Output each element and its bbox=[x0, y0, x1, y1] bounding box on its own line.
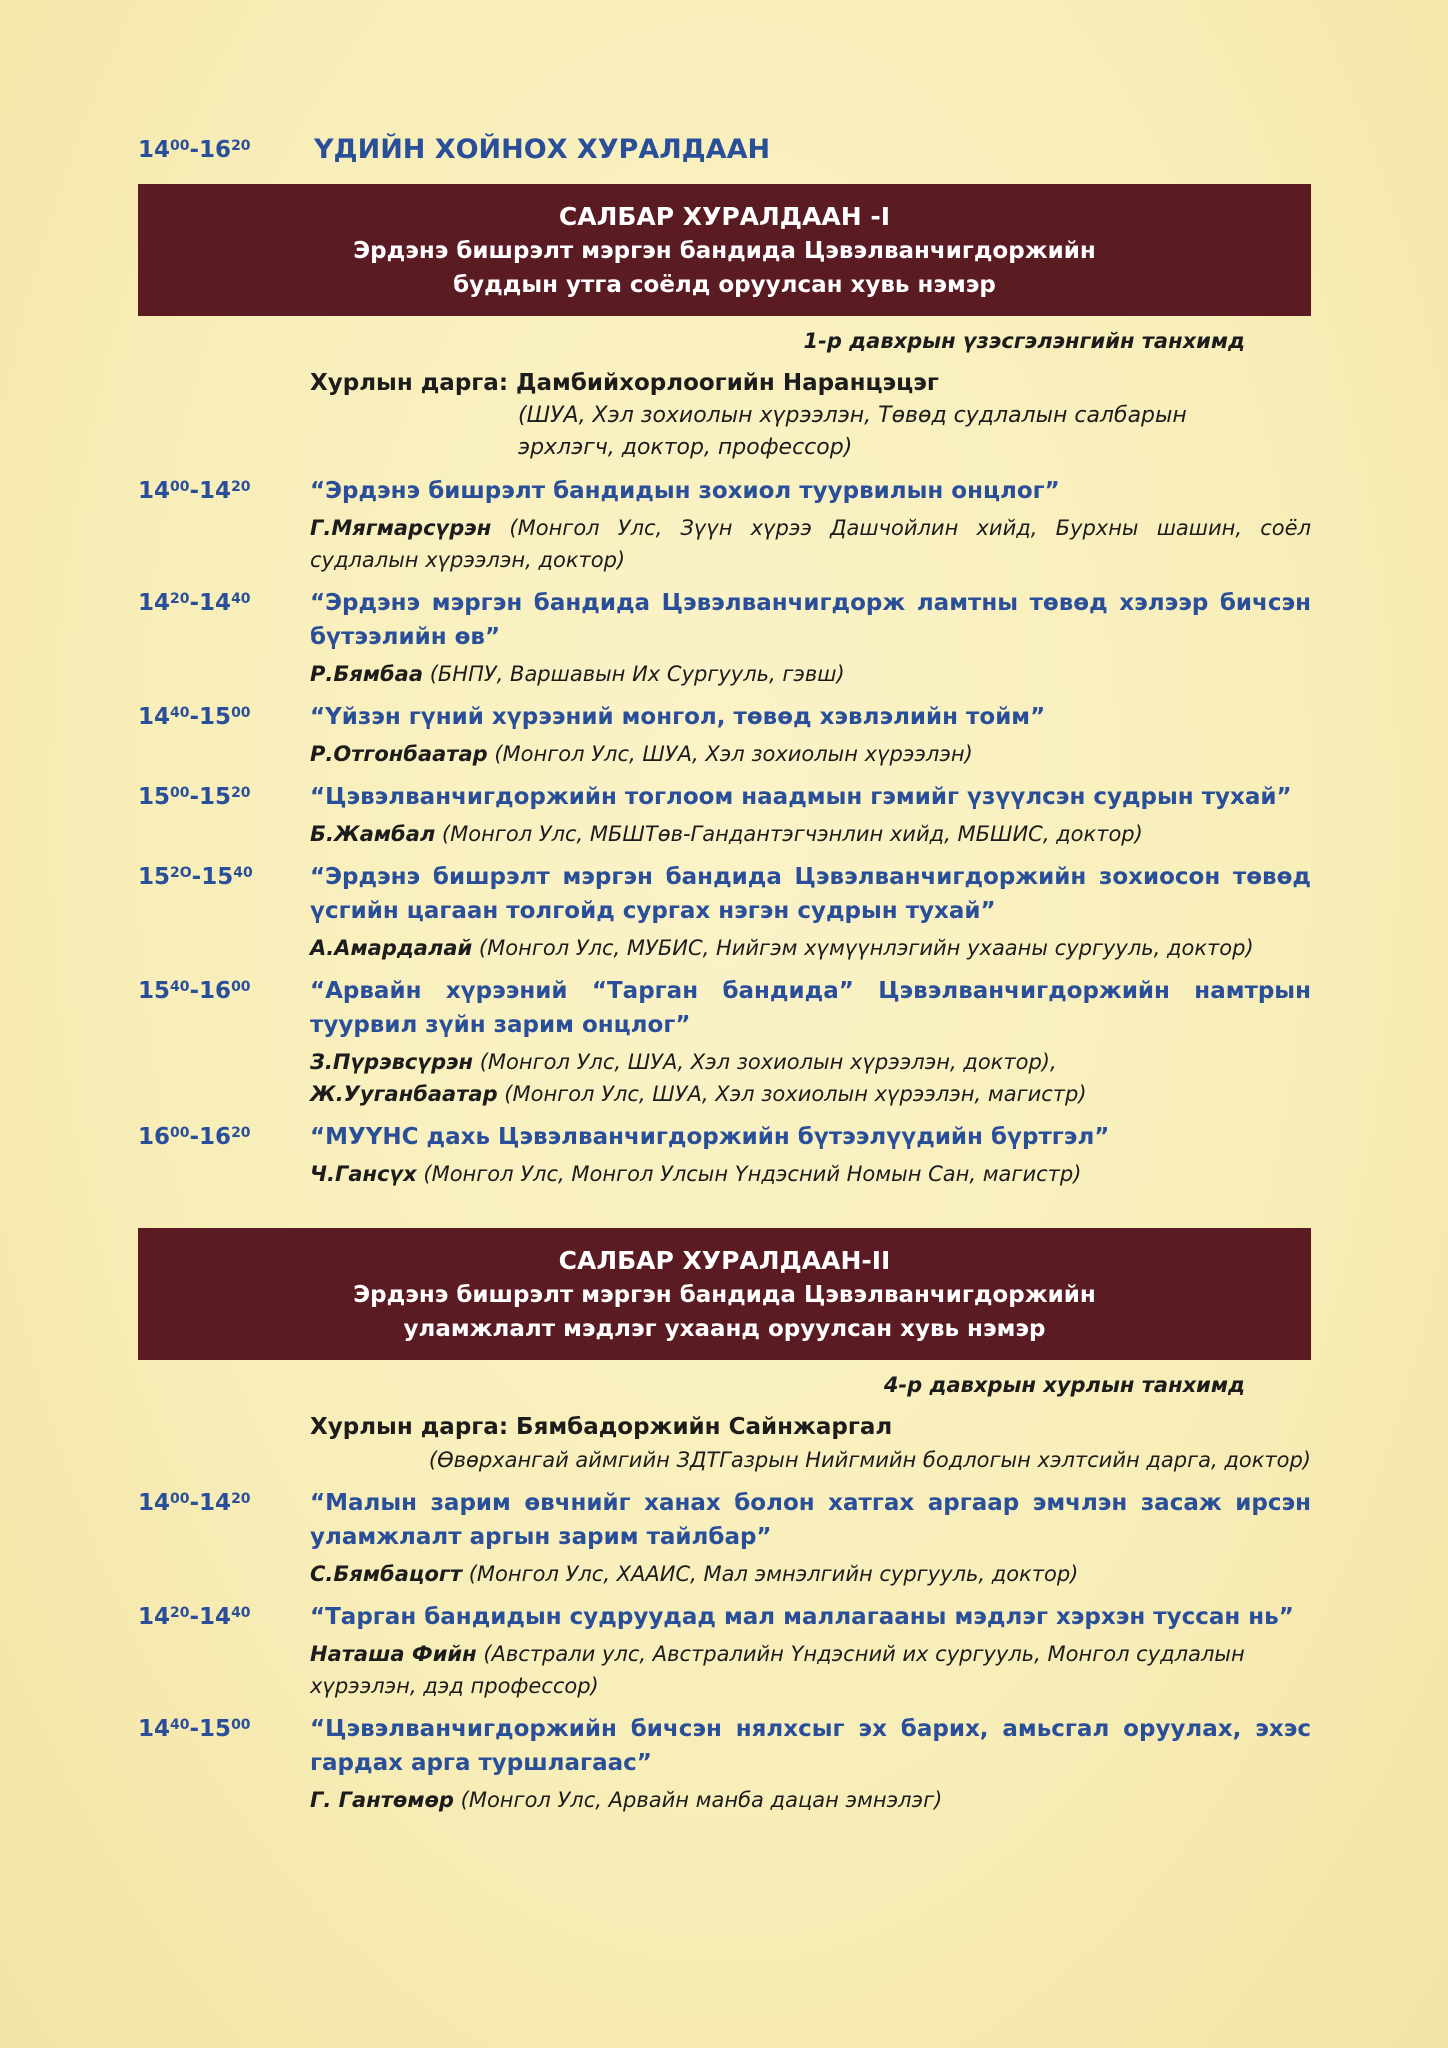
talk-item bbox=[138, 1486, 1311, 1590]
section1-banner-subtitle-1: Эрдэнэ бишрэлт мэргэн бандида Цэвэлванчигдоржийн bbox=[353, 238, 1096, 264]
talk-speaker-line bbox=[310, 658, 1311, 690]
talk-title: “Тарган бандидын судруудад мал маллагааны мэдлэг хэрхэн туссан нь” bbox=[310, 1604, 1294, 1630]
talk-time: $16^{00}-16^{20}$ bbox=[138, 1124, 251, 1150]
talk-time: $15^{2О}-15^{40}$ bbox=[138, 864, 253, 890]
talk-speaker-line bbox=[310, 818, 1311, 850]
speaker-name: Ч.Гансүх bbox=[310, 1162, 417, 1186]
speaker-affiliation: (Монгол Улс, Арвайн манба дацан эмнэлэг) bbox=[453, 1788, 943, 1812]
talk-item bbox=[138, 700, 1311, 770]
talk-time: $14^{40}-15^{00}$ bbox=[138, 1716, 251, 1742]
section2-talk-list bbox=[138, 1486, 1311, 1816]
speaker-name: Р.Бямбаа bbox=[310, 662, 424, 686]
talk-time: $15^{40}-16^{00}$ bbox=[138, 978, 251, 1004]
talk-item bbox=[138, 974, 1311, 1110]
speaker-affiliation: (Монгол Улс, ХААИС, Мал эмнэлгийн сургууль, доктор) bbox=[462, 1562, 1079, 1586]
speaker-affiliation: (Монгол Улс, ШУА, Хэл зохиолын хүрээлэн) bbox=[487, 742, 973, 766]
section2-banner-subtitle-1: Эрдэнэ бишрэлт мэргэн бандида Цэвэлванчигдоржийн bbox=[353, 1282, 1096, 1308]
section1-chair-affiliation bbox=[518, 400, 1311, 464]
speaker-name: Г. Гантөмөр bbox=[310, 1788, 454, 1812]
talk-item bbox=[138, 1120, 1311, 1190]
talk-title: “Эрдэнэ бишрэлт бандидын зохиол туурвилын онцлог” bbox=[310, 478, 1060, 504]
speaker-affiliation: (Австрали улс, Австралийн Үндэсний их сургууль, Монгол судлалын хүрээлэн, дэд профессор) bbox=[310, 1642, 1245, 1698]
talk-time: $14^{20}-14^{40}$ bbox=[138, 1604, 251, 1630]
talk-time: $14^{00}-14^{20}$ bbox=[138, 478, 251, 504]
speaker-affiliation: (Монгол Улс, ШУА, Хэл зохиолын хүрээлэн, магистр) bbox=[497, 1082, 1087, 1106]
section1-banner-title: САЛБАР ХУРАЛДААН -I bbox=[558, 202, 891, 231]
talk-title: “Арвайн хүрээний “Тарган бандида” Цэвэлванчигдоржийн намтрын туурвил зүйн зарим онцлог” bbox=[310, 978, 1311, 1038]
program-page bbox=[138, 128, 1311, 1816]
talk-title: “Үйзэн гүний хүрээний монгол, төвөд хэвлэлийн тойм” bbox=[310, 704, 1046, 730]
talk-title: “Малын зарим өвчнийг ханах болон хатгах аргаар эмчлэн засаж ирсэн уламжлалт аргын зарим тайлбар” bbox=[310, 1490, 1311, 1550]
speaker-affiliation: (БНПУ, Варшавын Их Сургууль, гэвш) bbox=[423, 662, 845, 686]
section1-banner bbox=[138, 184, 1311, 316]
session-title: ҮДИЙН ХОЙНОХ ХУРАЛДААН bbox=[314, 134, 771, 165]
talk-title: “Цэвэлванчигдоржийн бичсэн нялхсыг эх барих, амьсгал оруулах, эхэс гардах арга туршлагаас” bbox=[310, 1716, 1311, 1776]
speaker-name: Б.Жамбал bbox=[310, 822, 436, 846]
section1-banner-subtitle-2: буддын утга соёлд оруулсан хувь нэмэр bbox=[453, 272, 996, 298]
talk-speaker-line bbox=[310, 932, 1311, 964]
talk-time: $14^{00}-14^{20}$ bbox=[138, 1490, 251, 1516]
speaker-affiliation: (Монгол Улс, МБШТөв-Гандантэгчэнлин хийд, МБШИС, доктор) bbox=[435, 822, 1143, 846]
talk-title: “Эрдэнэ бишрэлт мэргэн бандида Цэвэлванчигдоржийн зохиосон төвөд үсгийн цагаан толгойд сургах нэгэн судрын тухай” bbox=[310, 864, 1311, 924]
talk-time: $14^{40}-15^{00}$ bbox=[138, 704, 251, 730]
session-time: $14^{00}-16^{20}$ bbox=[138, 137, 251, 163]
speaker-affiliation: (Монгол Улс, Зүүн хүрээ Дашчойлин хийд, Бурхны шашин, соёл судлалын хүрээлэн, доктор) bbox=[310, 516, 1311, 572]
talk-item bbox=[138, 1600, 1311, 1702]
speaker-name: С.Бямбацогт bbox=[310, 1562, 463, 1586]
section1-room: 1-р давхрын үзэсгэлэнгийн танхимд bbox=[803, 329, 1245, 353]
talk-time: $14^{20}-14^{40}$ bbox=[138, 590, 251, 616]
section-gap bbox=[138, 1190, 1311, 1228]
section2-banner-subtitle-2: уламжлалт мэдлэг ухаанд оруулсан хувь нэмэр bbox=[403, 1316, 1046, 1342]
talk-speaker-line bbox=[310, 738, 1311, 770]
talk-speaker-line bbox=[310, 1046, 1311, 1078]
talk-speaker-line bbox=[310, 1078, 1311, 1110]
talk-item bbox=[138, 1712, 1311, 1816]
speaker-affiliation: (Монгол Улс, МУБИС, Нийгэм хүмүүнлэгийн ухааны сургууль, доктор) bbox=[472, 936, 1254, 960]
section2-banner-title: САЛБАР ХУРАЛДААН-II bbox=[558, 1246, 891, 1275]
talk-title: “Эрдэнэ мэргэн бандида Цэвэлванчигдорж ламтны төвөд хэлээр бичсэн бүтээлийн өв” bbox=[310, 590, 1311, 650]
talk-item bbox=[138, 474, 1311, 576]
section1-chair-label: Хурлын дарга: Дамбийхорлоогийн Наранцэцэг bbox=[310, 370, 939, 396]
speaker-name: Р.Отгонбаатар bbox=[310, 742, 488, 766]
speaker-name: Наташа Фийн bbox=[310, 1642, 477, 1666]
section2-chair-affiliation: (Өвөрхангай аймгийн ЗДТГазрын Нийгмийн бодлогын хэлтсийн дарга, доктор) bbox=[428, 1448, 1311, 1472]
section1-chair bbox=[310, 366, 1311, 464]
section2-chair bbox=[310, 1410, 1311, 1476]
speaker-name: Г.Мягмарсүрэн bbox=[310, 516, 492, 540]
section1-chair-aff-line1: (ШУА, Хэл зохиолын хүрээлэн, Төвөд судлалын салбарын bbox=[518, 403, 1187, 428]
talk-time: $15^{00}-15^{20}$ bbox=[138, 784, 251, 810]
talk-title: “МУҮНС дахь Цэвэлванчигдоржийн бүтээлүүдийн бүртгэл” bbox=[310, 1124, 1110, 1150]
section1-chair-aff-line2: эрхлэгч, доктор, профессор) bbox=[518, 435, 853, 460]
talk-item bbox=[138, 860, 1311, 964]
section2-banner bbox=[138, 1228, 1311, 1360]
speaker-affiliation: (Монгол Улс, ШУА, Хэл зохиолын хүрээлэн, доктор), bbox=[473, 1050, 1057, 1074]
session-heading bbox=[138, 128, 1311, 172]
talk-title: “Цэвэлванчигдоржийн тоглоом наадмын гэмийг үзүүлсэн судрын тухай” bbox=[310, 784, 1292, 810]
section1-talk-list bbox=[138, 474, 1311, 1190]
section2-room: 4-р давхрын хурлын танхимд bbox=[883, 1373, 1245, 1397]
talk-speaker-line bbox=[310, 1638, 1311, 1702]
speaker-name: З.Пүрэвсүрэн bbox=[310, 1050, 474, 1074]
talk-speaker-line bbox=[310, 1784, 1311, 1816]
section2-chair-label: Хурлын дарга: Бямбадоржийн Сайнжаргал bbox=[310, 1414, 893, 1440]
talk-item bbox=[138, 780, 1311, 850]
speaker-affiliation: (Монгол Улс, Монгол Улсын Үндэсний Номын Сан, магистр) bbox=[416, 1162, 1082, 1186]
speaker-name: Ж.Ууганбаатар bbox=[310, 1082, 498, 1106]
talk-item bbox=[138, 586, 1311, 690]
talk-speaker-line bbox=[310, 512, 1311, 576]
talk-speaker-line bbox=[310, 1158, 1311, 1190]
speaker-name: А.Амардалай bbox=[310, 936, 473, 960]
talk-speaker-line bbox=[310, 1558, 1311, 1590]
